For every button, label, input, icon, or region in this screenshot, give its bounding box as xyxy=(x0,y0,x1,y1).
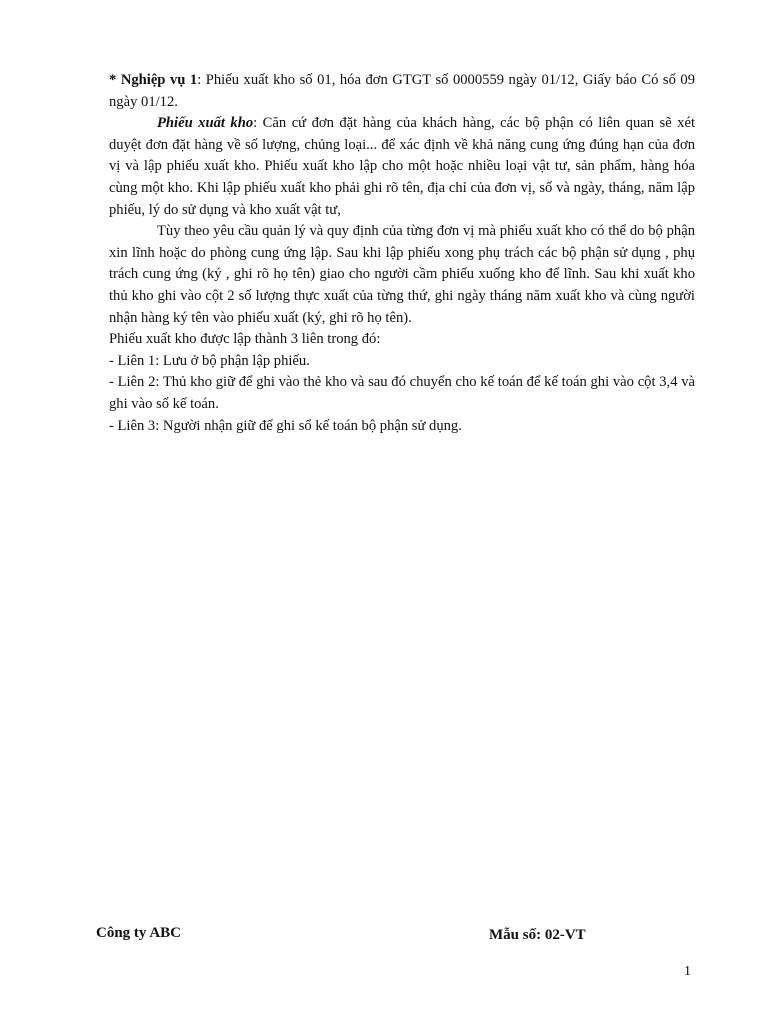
nghiep-vu-text: : Phiếu xuất kho số 01, hóa đơn GTGT số 0000559 ngày 01/12, Giấy báo Có số 09 ngày 01/12. xyxy=(109,72,695,110)
body-text xyxy=(109,70,695,437)
paragraph-tuy-theo: Tùy theo yêu cầu quản lý và quy định của từng đơn vị mà phiếu xuất kho có thể do bộ phận xin lĩnh hoặc do phòng cung ứng lập. Sau khi lập phiếu xong phụ trách các bộ phận sử dụng , phụ trách cung ứng (ký , ghi rõ họ tên) giao cho người cầm phiếu xuống kho để lĩnh. Sau khi xuất kho thủ kho ghi vào cột 2 số lượng thực xuất của từng thứ, ghi ngày tháng năm xuất kho và cùng người nhận hàng ký tên vào phiếu xuất (ký, ghi rõ họ tên). xyxy=(109,223,695,326)
lien-3-item: - Liên 3: Người nhận giữ để ghi sổ kế toán bộ phận sử dụng. xyxy=(109,417,462,434)
lien-1-item: - Liên 1: Lưu ở bộ phận lập phiếu. xyxy=(109,352,310,369)
company-name: Công ty ABC xyxy=(96,925,182,941)
paragraph-nghiep-vu-1 xyxy=(109,70,695,113)
paragraph-phieu-xuat-kho xyxy=(109,113,695,221)
phieu-xuat-kho-term: Phiếu xuất kho xyxy=(157,115,254,132)
nghiep-vu-heading: * Nghiệp vụ 1 xyxy=(109,72,198,88)
phieu-xuat-kho-text: : Căn cứ đơn đặt hàng của khách hàng, các bộ phận có liên quan sẽ xét duyệt đơn đặt hàng về số lượng, chủng loại... để xác định về khả năng cung ứng đúng hạn của đơn vị và lập phiếu xuất kho. Phiếu xuất kho lập cho một hoặc nhiều loại vật tư, sản phẩm, hàng hóa cùng một kho. Khi lập phiếu xuất kho phải ghi rõ tên, địa chỉ của đơn vị, số và ngày, tháng, năm lập phiếu, lý do sử dụng và kho xuất vật tư, xyxy=(109,115,695,218)
page-number: 1 xyxy=(684,964,691,979)
lien-2-item: - Liên 2: Thủ kho giữ để ghi vào thẻ kho và sau đó chuyển cho kế toán để kế toán ghi vào cột 3,4 và ghi vào sổ kế toán. xyxy=(109,374,695,412)
form-code: Mẫu số: 02-VT xyxy=(489,927,586,943)
paragraph-lap-thanh-3-lien: Phiếu xuất kho được lập thành 3 liên trong đó: xyxy=(109,331,381,348)
